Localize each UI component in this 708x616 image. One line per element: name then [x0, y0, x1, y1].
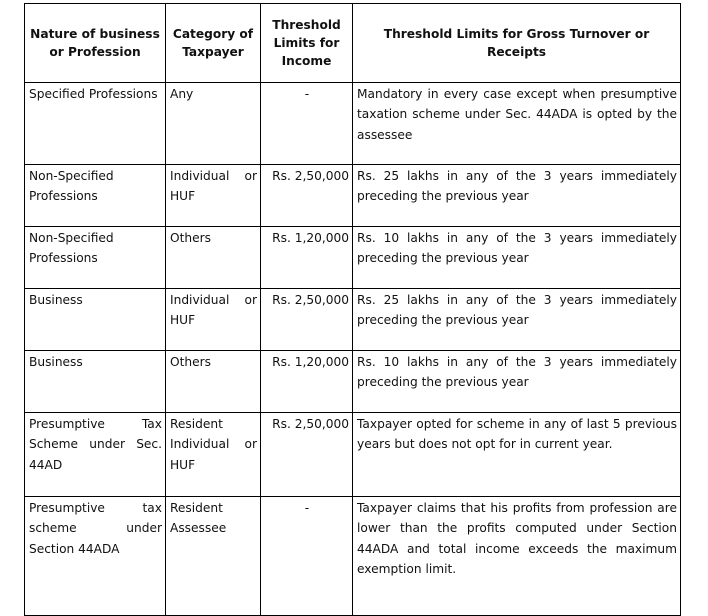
cell-nature: Specified Professions: [25, 83, 166, 165]
cell-category: Others: [166, 227, 261, 289]
table-header-row: [25, 4, 681, 83]
table-row: [25, 83, 681, 165]
cell-category: Resident Assessee: [166, 497, 261, 616]
cell-turnover-limit: Rs. 25 lakhs in any of the 3 years immediately preceding the previous year: [353, 165, 681, 227]
cell-income-limit: -: [261, 497, 353, 616]
cell-turnover-limit: Taxpayer opted for scheme in any of last 5 previous years but does not opt for in current year.: [353, 413, 681, 497]
cell-turnover-limit: Taxpayer claims that his profits from profession are lower than the profits computed under Section 44ADA and total income exceeds the maximum exemption limit.: [353, 497, 681, 616]
cell-category: Any: [166, 83, 261, 165]
header-income-limit: Threshold Limits for Income: [261, 4, 353, 83]
cell-category: Resident Individual or HUF: [166, 413, 261, 497]
table-row: [25, 413, 681, 497]
cell-income-limit: Rs. 2,50,000: [261, 289, 353, 351]
cell-nature: Presumptive tax scheme under Section 44ADA: [25, 497, 166, 616]
cell-nature: Non-Specified Professions: [25, 165, 166, 227]
cell-nature: Non-Specified Professions: [25, 227, 166, 289]
header-category: Category of Taxpayer: [166, 4, 261, 83]
cell-income-limit: Rs. 1,20,000: [261, 227, 353, 289]
table-row: [25, 227, 681, 289]
table-row: [25, 497, 681, 616]
cell-income-limit: -: [261, 83, 353, 165]
cell-nature: Business: [25, 289, 166, 351]
cell-income-limit: Rs. 2,50,000: [261, 413, 353, 497]
cell-category: Individual or HUF: [166, 289, 261, 351]
cell-turnover-limit: Mandatory in every case except when presumptive taxation scheme under Sec. 44ADA is opted by the assessee: [353, 83, 681, 165]
cell-category: Others: [166, 351, 261, 413]
cell-turnover-limit: Rs. 25 lakhs in any of the 3 years immediately preceding the previous year: [353, 289, 681, 351]
table-row: [25, 351, 681, 413]
cell-turnover-limit: Rs. 10 lakhs in any of the 3 years immediately preceding the previous year: [353, 227, 681, 289]
header-turnover-limit: Threshold Limits for Gross Turnover or Receipts: [353, 4, 681, 83]
cell-category: Individual or HUF: [166, 165, 261, 227]
cell-income-limit: Rs. 2,50,000: [261, 165, 353, 227]
threshold-limits-document: [24, 3, 680, 616]
table-row: [25, 289, 681, 351]
cell-turnover-limit: Rs. 10 lakhs in any of the 3 years immediately preceding the previous year: [353, 351, 681, 413]
header-nature: Nature of business or Profession: [25, 4, 166, 83]
table-row: [25, 165, 681, 227]
cell-nature: Presumptive Tax Scheme under Sec. 44AD: [25, 413, 166, 497]
cell-nature: Business: [25, 351, 166, 413]
cell-income-limit: Rs. 1,20,000: [261, 351, 353, 413]
threshold-limits-table: [24, 3, 681, 616]
